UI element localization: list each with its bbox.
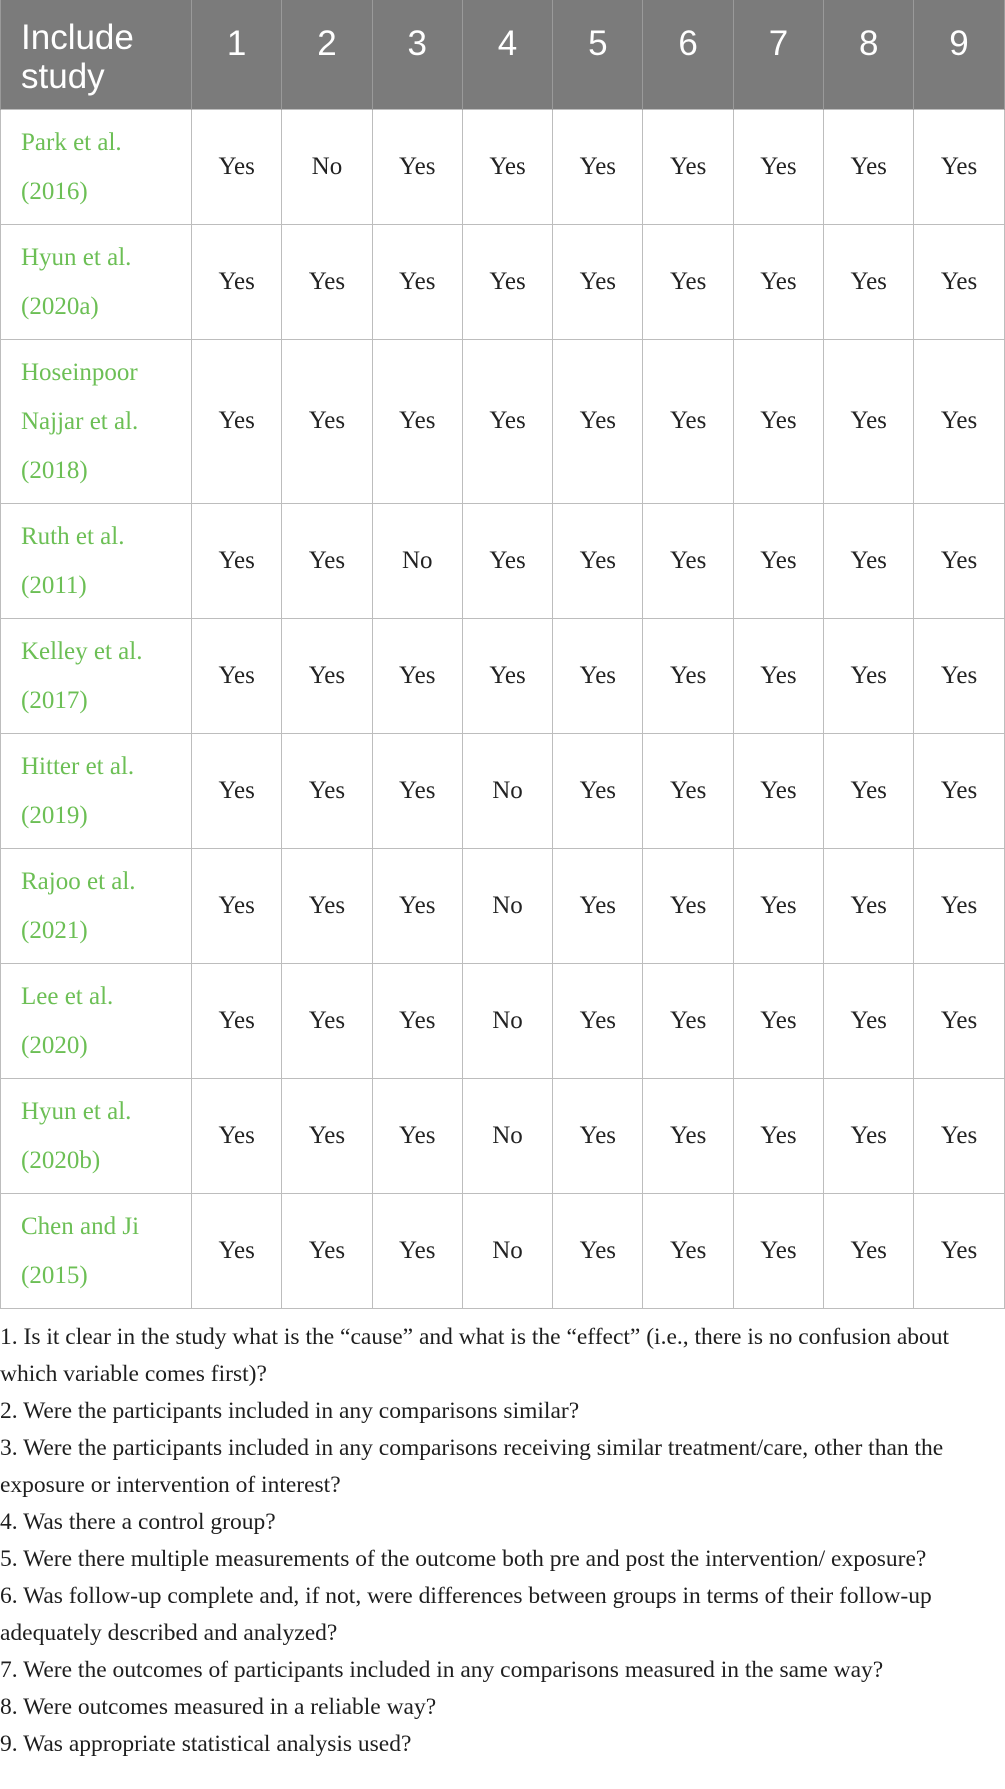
- table-row: [1, 109, 1005, 224]
- footnote-question-8: 8. Were outcomes measured in a reliable way?: [0, 1693, 437, 1720]
- answer-cell-q2: Yes: [282, 963, 372, 1078]
- header-question-6: 6: [643, 0, 733, 109]
- answer-cell-q4: Yes: [462, 224, 552, 339]
- table-row: [1, 963, 1005, 1078]
- study-citation-link[interactable]: Kelley et al. (2017): [1, 618, 192, 733]
- answer-cell-q3: Yes: [372, 733, 462, 848]
- header-question-8: 8: [824, 0, 914, 109]
- answer-cell-q3: Yes: [372, 848, 462, 963]
- answer-cell-q4: Yes: [462, 109, 552, 224]
- answer-cell-q2: No: [282, 109, 372, 224]
- footnote-question-7: 7. Were the outcomes of participants included in any comparisons measured in the same way?: [0, 1656, 884, 1683]
- study-citation-link[interactable]: Ruth et al. (2011): [1, 503, 192, 618]
- answer-cell-q5: Yes: [553, 618, 643, 733]
- table-row: [1, 733, 1005, 848]
- table-row: [1, 1078, 1005, 1193]
- answer-cell-q1: Yes: [192, 339, 282, 503]
- answer-cell-q2: Yes: [282, 618, 372, 733]
- answer-cell-q5: Yes: [553, 1078, 643, 1193]
- answer-cell-q9: Yes: [914, 224, 1004, 339]
- answer-cell-q8: Yes: [824, 224, 914, 339]
- header-question-2: 2: [282, 0, 372, 109]
- study-citation-link[interactable]: Hoseinpoor Najjar et al. (2018): [1, 339, 192, 503]
- answer-cell-q9: Yes: [914, 109, 1004, 224]
- table-body: [1, 109, 1005, 1308]
- answer-cell-q4: No: [462, 1078, 552, 1193]
- header-question-9: 9: [914, 0, 1004, 109]
- answer-cell-q3: Yes: [372, 1078, 462, 1193]
- study-citation-link[interactable]: Park et al. (2016): [1, 109, 192, 224]
- answer-cell-q6: Yes: [643, 224, 733, 339]
- footnote-question-3: 3. Were the participants included in any comparisons receiving similar treatment/care, other than the exposure or intervention of interest?: [0, 1434, 944, 1498]
- study-citation-link[interactable]: Hitter et al. (2019): [1, 733, 192, 848]
- answer-cell-q3: Yes: [372, 339, 462, 503]
- answer-cell-q5: Yes: [553, 1193, 643, 1308]
- answer-cell-q4: No: [462, 848, 552, 963]
- answer-cell-q8: Yes: [824, 848, 914, 963]
- answer-cell-q1: Yes: [192, 963, 282, 1078]
- footnotes: [0, 1309, 1005, 1763]
- answer-cell-q7: Yes: [733, 339, 823, 503]
- answer-cell-q9: Yes: [914, 618, 1004, 733]
- answer-cell-q2: Yes: [282, 1193, 372, 1308]
- answer-cell-q6: Yes: [643, 503, 733, 618]
- answer-cell-q8: Yes: [824, 1078, 914, 1193]
- answer-cell-q9: Yes: [914, 848, 1004, 963]
- answer-cell-q9: Yes: [914, 503, 1004, 618]
- answer-cell-q3: Yes: [372, 1193, 462, 1308]
- header-question-5: 5: [553, 0, 643, 109]
- footnote-question-4: 4. Was there a control group?: [0, 1508, 276, 1535]
- answer-cell-q4: No: [462, 1193, 552, 1308]
- footnote-question-6: 6. Was follow-up complete and, if not, were differences between groups in terms of their follow-up adequately described and analyzed?: [0, 1582, 932, 1646]
- answer-cell-q6: Yes: [643, 1193, 733, 1308]
- answer-cell-q3: Yes: [372, 618, 462, 733]
- answer-cell-q5: Yes: [553, 848, 643, 963]
- answer-cell-q1: Yes: [192, 618, 282, 733]
- table-row: [1, 339, 1005, 503]
- answer-cell-q1: Yes: [192, 503, 282, 618]
- answer-cell-q6: Yes: [643, 1078, 733, 1193]
- answer-cell-q5: Yes: [553, 109, 643, 224]
- answer-cell-q3: Yes: [372, 963, 462, 1078]
- answer-cell-q5: Yes: [553, 503, 643, 618]
- answer-cell-q5: Yes: [553, 224, 643, 339]
- footnote-question-5: 5. Were there multiple measurements of the outcome both pre and post the intervention/ exposure?: [0, 1545, 927, 1572]
- answer-cell-q7: Yes: [733, 963, 823, 1078]
- answer-cell-q7: Yes: [733, 1078, 823, 1193]
- answer-cell-q8: Yes: [824, 733, 914, 848]
- answer-cell-q3: Yes: [372, 224, 462, 339]
- answer-cell-q1: Yes: [192, 1193, 282, 1308]
- answer-cell-q6: Yes: [643, 109, 733, 224]
- answer-cell-q7: Yes: [733, 109, 823, 224]
- answer-cell-q3: Yes: [372, 109, 462, 224]
- answer-cell-q4: Yes: [462, 503, 552, 618]
- answer-cell-q1: Yes: [192, 733, 282, 848]
- answer-cell-q7: Yes: [733, 224, 823, 339]
- answer-cell-q4: Yes: [462, 618, 552, 733]
- answer-cell-q6: Yes: [643, 963, 733, 1078]
- answer-cell-q1: Yes: [192, 1078, 282, 1193]
- answer-cell-q7: Yes: [733, 733, 823, 848]
- table-header-row: [1, 0, 1005, 109]
- answer-cell-q9: Yes: [914, 1078, 1004, 1193]
- answer-cell-q4: No: [462, 963, 552, 1078]
- answer-cell-q1: Yes: [192, 848, 282, 963]
- answer-cell-q8: Yes: [824, 339, 914, 503]
- study-citation-link[interactable]: Hyun et al. (2020b): [1, 1078, 192, 1193]
- answer-cell-q8: Yes: [824, 503, 914, 618]
- answer-cell-q9: Yes: [914, 1193, 1004, 1308]
- answer-cell-q2: Yes: [282, 339, 372, 503]
- answer-cell-q2: Yes: [282, 503, 372, 618]
- answer-cell-q7: Yes: [733, 503, 823, 618]
- answer-cell-q1: Yes: [192, 109, 282, 224]
- answer-cell-q5: Yes: [553, 339, 643, 503]
- study-citation-link[interactable]: Lee et al. (2020): [1, 963, 192, 1078]
- answer-cell-q7: Yes: [733, 848, 823, 963]
- answer-cell-q8: Yes: [824, 1193, 914, 1308]
- header-question-1: 1: [192, 0, 282, 109]
- answer-cell-q3: No: [372, 503, 462, 618]
- table-row: [1, 848, 1005, 963]
- footnote-question-1: 1. Is it clear in the study what is the “cause” and what is the “effect” (i.e., there is no confusion about which variable comes first)?: [0, 1323, 950, 1387]
- answer-cell-q7: Yes: [733, 1193, 823, 1308]
- study-citation-link[interactable]: Chen and Ji (2015): [1, 1193, 192, 1308]
- answer-cell-q9: Yes: [914, 963, 1004, 1078]
- table-row: [1, 503, 1005, 618]
- answer-cell-q4: Yes: [462, 339, 552, 503]
- answer-cell-q4: No: [462, 733, 552, 848]
- answer-cell-q8: Yes: [824, 109, 914, 224]
- answer-cell-q6: Yes: [643, 848, 733, 963]
- footnote-question-2: 2. Were the participants included in any comparisons similar?: [0, 1397, 580, 1424]
- header-question-3: 3: [372, 0, 462, 109]
- table-row: [1, 618, 1005, 733]
- answer-cell-q5: Yes: [553, 733, 643, 848]
- answer-cell-q2: Yes: [282, 848, 372, 963]
- answer-cell-q8: Yes: [824, 618, 914, 733]
- answer-cell-q8: Yes: [824, 963, 914, 1078]
- header-include-study: Include study: [1, 0, 192, 109]
- answer-cell-q6: Yes: [643, 339, 733, 503]
- answer-cell-q2: Yes: [282, 733, 372, 848]
- header-question-4: 4: [462, 0, 552, 109]
- answer-cell-q9: Yes: [914, 733, 1004, 848]
- answer-cell-q9: Yes: [914, 339, 1004, 503]
- answer-cell-q2: Yes: [282, 224, 372, 339]
- answer-cell-q5: Yes: [553, 963, 643, 1078]
- answer-cell-q6: Yes: [643, 618, 733, 733]
- footnote-question-9: 9. Was appropriate statistical analysis used?: [0, 1730, 412, 1757]
- answer-cell-q7: Yes: [733, 618, 823, 733]
- table-row: [1, 1193, 1005, 1308]
- header-question-7: 7: [733, 0, 823, 109]
- answer-cell-q1: Yes: [192, 224, 282, 339]
- study-citation-link[interactable]: Rajoo et al. (2021): [1, 848, 192, 963]
- answer-cell-q6: Yes: [643, 733, 733, 848]
- table-row: [1, 224, 1005, 339]
- study-citation-link[interactable]: Hyun et al. (2020a): [1, 224, 192, 339]
- answer-cell-q2: Yes: [282, 1078, 372, 1193]
